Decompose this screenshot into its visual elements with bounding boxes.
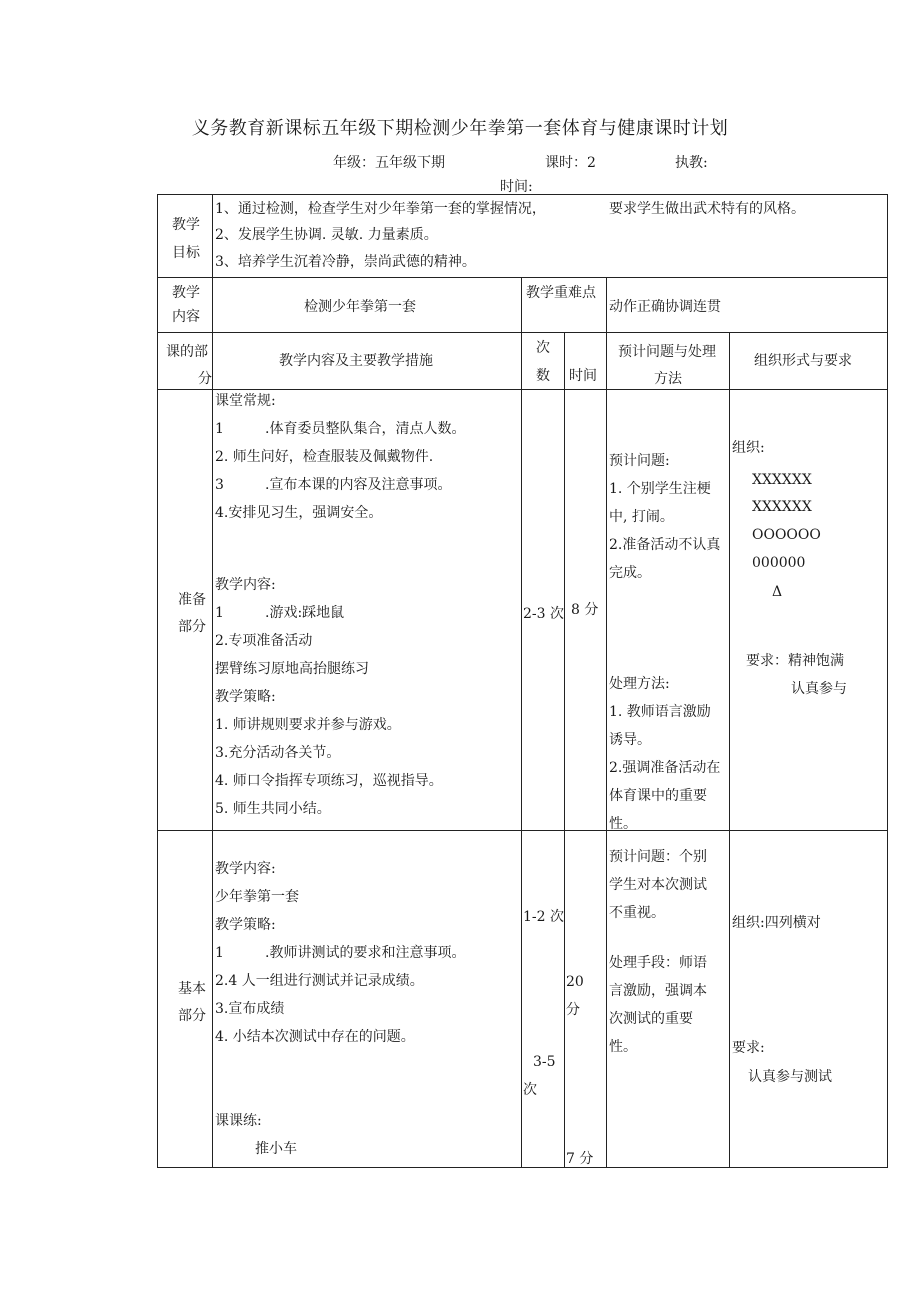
basic-strategy-text: 4. 小结本次测试中存在的问题。 <box>215 1029 415 1045</box>
prep-label-1: 准备 <box>178 592 206 608</box>
objectives-label-2: 目标 <box>172 245 200 261</box>
header-part-2: 分 <box>198 371 212 387</box>
formation-row: XXXXXX <box>752 472 812 488</box>
basic-handling-line: 性。 <box>609 1039 637 1055</box>
practice-item: 推小车 <box>255 1141 297 1157</box>
teacher-position-marker: Δ <box>772 584 783 600</box>
objective-1b: 要求学生做出武术特有的风格。 <box>609 201 805 217</box>
header-problems-1: 预计问题与处理 <box>618 344 716 360</box>
formation-row: OOOOOO <box>752 527 821 543</box>
basic-content-title: 教学内容: <box>215 861 276 877</box>
basic-org: 组织:四列横对 <box>732 915 821 931</box>
prep-problem-line: 预计问题: <box>609 453 670 469</box>
prep-times: 2-3 次 <box>523 606 564 622</box>
header-duration: 时间 <box>569 368 597 384</box>
basic-duration-1a: 20 <box>566 974 584 990</box>
prep-handling-line: 1. 教师语言激励 <box>609 704 711 720</box>
prep-req-2: 认真参与 <box>791 681 847 697</box>
basic-label-1: 基本 <box>178 981 206 997</box>
prep-handling-line: 2.强调准备活动在 <box>609 760 721 776</box>
page-title: 义务教育新课标五年级下期检测少年拳第一套体育与健康课时计划 <box>191 118 729 139</box>
objective-1a: 1、通过检测，检查学生对少年拳第一套的掌握情况， <box>215 201 546 217</box>
focus-label: 教学重难点 <box>526 285 596 301</box>
prep-strategy-item: 1. 师讲规则要求并参与游戏。 <box>215 717 401 733</box>
lesson-plan-table <box>157 194 888 1168</box>
basic-strategy-text: 3.宣布成绩 <box>215 1001 285 1017</box>
prep-duration: 8 分 <box>571 602 599 618</box>
basic-times-2b: 次 <box>523 1082 537 1098</box>
prep-label-2: 部分 <box>178 619 206 635</box>
prep-routine-text: .体育委员整队集合，清点人数。 <box>265 421 466 437</box>
basic-problem-line: 预计问题：个别 <box>609 849 707 865</box>
prep-problem-line: 1. 个别学生注梗 <box>609 481 711 497</box>
prep-routine-num: 1 <box>215 421 224 437</box>
prep-content-text: 摆臂练习原地高抬腿练习 <box>215 661 369 677</box>
prep-req-1: 要求：精神饱满 <box>746 653 844 669</box>
objective-3: 3、培养学生沉着冷静，崇尚武德的精神。 <box>215 254 476 270</box>
prep-routine <box>215 387 465 527</box>
prep-strategy-item: 3.充分活动各关节。 <box>215 745 341 761</box>
prep-content-num: 1 <box>215 605 224 621</box>
header-measures: 教学内容及主要教学措施 <box>279 353 433 369</box>
basic-duration-1b: 分 <box>566 1002 580 1018</box>
prep-handling-line: 体育课中的重要 <box>609 788 707 804</box>
formation-row: 000000 <box>752 555 806 571</box>
content-label-1: 教学 <box>172 285 200 301</box>
basic-duration-2: 7 分 <box>566 1151 594 1167</box>
lesson-content: 检测少年拳第一套 <box>304 299 416 315</box>
prep-routine-num: 3 <box>215 477 224 493</box>
prep-content-text: 2.专项准备活动 <box>215 633 313 649</box>
basic-handling-line: 次测试的重要 <box>609 1011 693 1027</box>
basic-handling-line: 言激励，强调本 <box>609 983 707 999</box>
basic-problem-line: 学生对本次测试 <box>609 877 707 893</box>
basic-label-2: 部分 <box>178 1008 206 1024</box>
prep-problem-line: 中, 打闹。 <box>609 509 674 525</box>
basic-strategy-text: .教师讲测试的要求和注意事项。 <box>265 945 466 961</box>
prep-routine-text: 2. 师生问好，检查服装及佩戴物件. <box>215 449 434 465</box>
basic-problems <box>609 843 707 927</box>
header-org: 组织形式与要求 <box>754 353 852 369</box>
prep-handling <box>609 670 720 838</box>
prep-routine-text: .宣布本课的内容及注意事项。 <box>265 477 452 493</box>
prep-strategy-title: 教学策略: <box>215 689 276 705</box>
basic-strategy-title: 教学策略: <box>215 917 276 933</box>
basic-problem-line: 不重视。 <box>609 905 665 921</box>
prep-problem-line: 2.准备活动不认真 <box>609 537 721 553</box>
basic-strategy-num: 1 <box>215 945 224 961</box>
basic-content: 少年拳第一套 <box>215 889 299 905</box>
formation-row: XXXXXX <box>752 499 812 515</box>
header-times-1: 次 <box>536 340 550 356</box>
basic-req: 认真参与测试 <box>748 1069 832 1085</box>
basic-handling-line: 处理手段：师语 <box>609 955 707 971</box>
prep-problem-line: 完成。 <box>609 565 651 581</box>
focus-value: 动作正确协调连贯 <box>609 299 721 315</box>
basic-times-2a: 3-5 <box>533 1054 556 1070</box>
grade-info: 年级：五年级下期 <box>333 155 445 171</box>
prep-content-text: .游戏:踩地鼠 <box>265 605 345 621</box>
basic-strategy-text: 2.4 人一组进行测试并记录成绩。 <box>215 973 424 989</box>
practice-title: 课课练: <box>215 1113 262 1129</box>
prep-handling-line: 处理方法: <box>609 676 670 692</box>
prep-org-title: 组织: <box>732 440 765 456</box>
prep-handling-line: 诱导。 <box>609 732 651 748</box>
objectives-label-1: 教学 <box>172 217 200 233</box>
prep-routine-title: 课堂常规: <box>215 393 276 409</box>
header-times-2: 数 <box>536 368 550 384</box>
basic-times-1: 1-2 次 <box>523 909 564 925</box>
prep-content-title: 教学内容: <box>215 577 276 593</box>
basic-req-title: 要求: <box>732 1040 765 1056</box>
prep-strategy-item: 4. 师口令指挥专项练习，巡视指导。 <box>215 773 443 789</box>
prep-handling-line: 性。 <box>609 816 637 832</box>
period-info: 课时：2 <box>545 155 596 171</box>
prep-content <box>215 571 443 823</box>
content-label-2: 内容 <box>172 309 200 325</box>
basic-handling <box>609 949 707 1061</box>
time-info: 时间: <box>500 179 533 195</box>
prep-strategy-item: 5. 师生共同小结。 <box>215 801 331 817</box>
header-part-1: 课的部 <box>166 344 208 360</box>
basic-measures <box>215 855 465 1051</box>
teacher-info: 执教: <box>675 155 708 171</box>
prep-problems <box>609 447 720 587</box>
header-problems-2: 方法 <box>654 371 682 387</box>
prep-routine-text: 4.安排见习生，强调安全。 <box>215 505 383 521</box>
objective-2: 2、发展学生协调. 灵敏. 力量素质。 <box>215 227 438 243</box>
